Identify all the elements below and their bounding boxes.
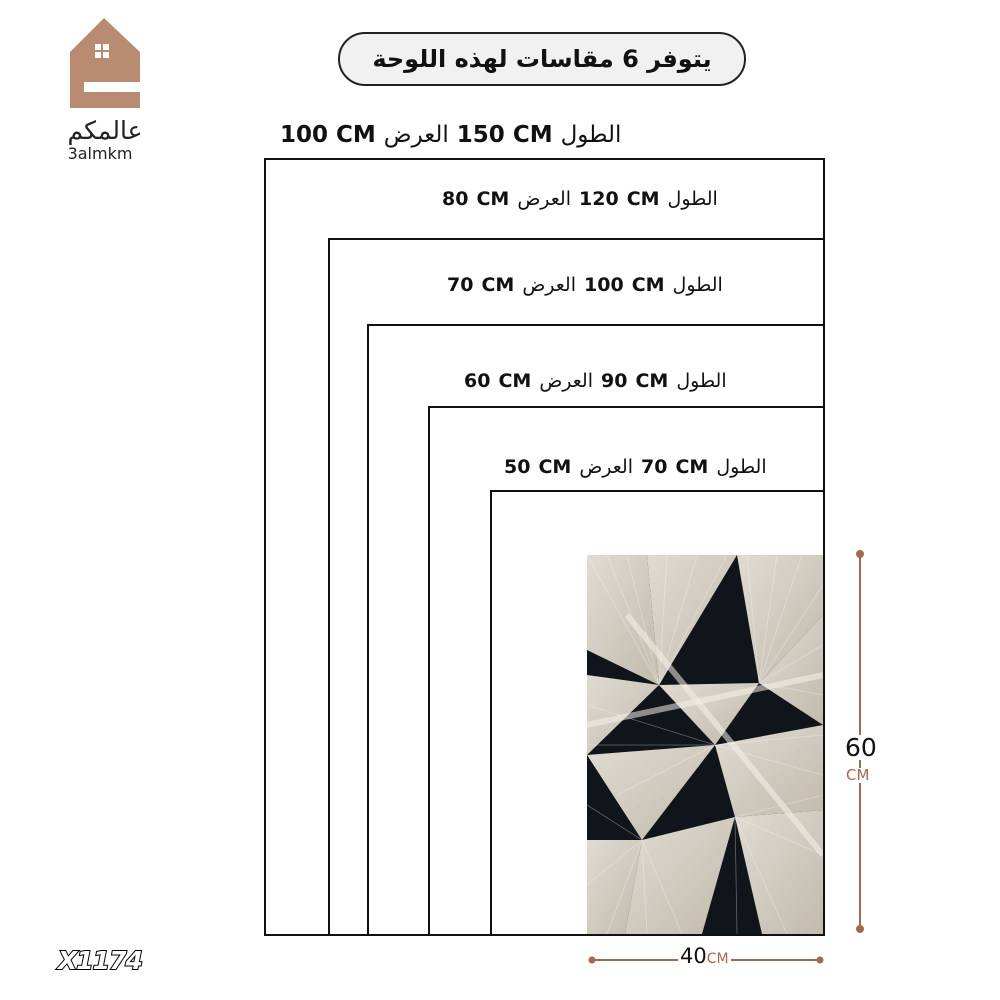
length-unit: CM [635, 370, 669, 392]
width-word: العرض [383, 122, 449, 148]
width-value: 50 [504, 456, 531, 478]
length-unit: CM [631, 274, 665, 296]
width-unit: CM [481, 274, 515, 296]
length-value: 70 [641, 456, 668, 478]
width-word: العرض [579, 456, 634, 478]
banner-text: يتوفر 6 مقاسات لهذه اللوحة [372, 45, 712, 73]
height-unit: CM [846, 766, 870, 784]
length-word: الطول [672, 274, 723, 296]
length-word: الطول [667, 188, 718, 210]
width-unit: CM [498, 370, 532, 392]
size-label-90x60 [464, 370, 727, 392]
width-value: 40 [680, 944, 707, 968]
width-word: العرض [522, 274, 577, 296]
width-unit: CM [336, 122, 376, 148]
size-label-150x100 [280, 122, 621, 148]
length-unit: CM [626, 188, 660, 210]
width-unit: CM [476, 188, 510, 210]
size-label-120x80 [442, 188, 718, 210]
length-word: الطول [716, 456, 767, 478]
length-value: 120 [579, 188, 619, 210]
width-value: 70 [447, 274, 474, 296]
length-word: الطول [676, 370, 727, 392]
size-label-70x50 [504, 456, 767, 478]
length-unit: CM [512, 122, 553, 148]
width-value: 100 [280, 122, 329, 148]
width-label [678, 946, 731, 967]
brand-name-latin: 3almkm [67, 144, 133, 163]
size-label-100x70 [447, 274, 723, 296]
width-word: العرض [539, 370, 594, 392]
length-unit: CM [675, 456, 709, 478]
sizes-available-banner [338, 32, 746, 86]
width-unit: CM [538, 456, 572, 478]
length-value: 150 [456, 122, 505, 148]
length-value: 90 [601, 370, 628, 392]
width-value: 80 [442, 188, 469, 210]
brand-name-arabic: عالمكم [67, 116, 143, 145]
width-unit: CM [706, 951, 729, 967]
product-code: X1174 [58, 946, 142, 975]
width-word: العرض [517, 188, 572, 210]
width-value: 60 [464, 370, 491, 392]
length-value: 100 [584, 274, 624, 296]
length-word: الطول [560, 122, 622, 148]
artwork-image [587, 555, 823, 934]
height-value: 60 [845, 733, 877, 762]
